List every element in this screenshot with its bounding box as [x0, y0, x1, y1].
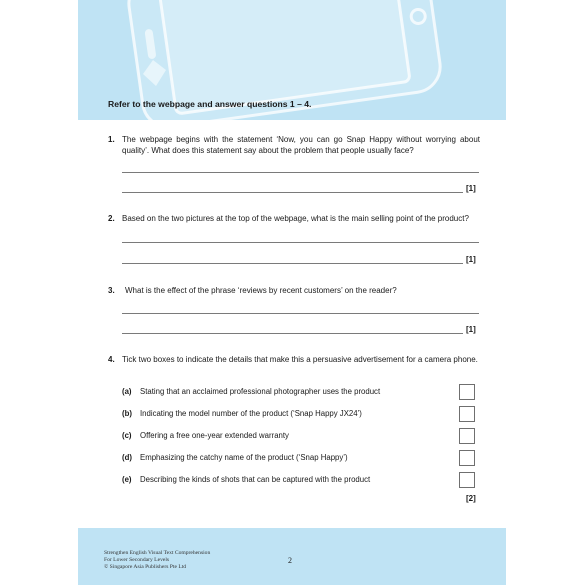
answer-line[interactable]: [122, 192, 463, 193]
answer-line[interactable]: [122, 242, 479, 243]
question-number: 4.: [108, 355, 115, 364]
worksheet-page: [78, 0, 506, 585]
option-d-checkbox[interactable]: [459, 450, 475, 466]
question-text: Tick two boxes to indicate the details that make this a persuasive advertisement for a camera phone.: [122, 355, 478, 364]
option-label: (d): [122, 453, 132, 462]
option-text: Stating that an acclaimed professional photographer uses the product: [140, 387, 381, 396]
marks-label: [1]: [466, 325, 476, 334]
question-number: 3.: [108, 286, 115, 295]
question-text: What is the effect of the phrase ‘reviews by recent customers’ on the reader?: [125, 286, 397, 295]
question-number: 1.: [108, 135, 115, 144]
option-a-checkbox[interactable]: [459, 384, 475, 400]
question-number: 2.: [108, 214, 115, 223]
marks-label: [1]: [466, 255, 476, 264]
option-a: [122, 384, 482, 402]
option-e-checkbox[interactable]: [459, 472, 475, 488]
instruction-heading: Refer to the webpage and answer questions 1 – 4.: [108, 99, 312, 109]
answer-line[interactable]: [122, 313, 479, 314]
option-label: (b): [122, 409, 132, 418]
question-text: Based on the two pictures at the top of the webpage, what is the main selling point of the product?: [122, 214, 469, 223]
question-2: [108, 213, 480, 224]
footer-subtitle: For Lower Secondary Levels: [104, 557, 170, 563]
option-b-checkbox[interactable]: [459, 406, 475, 422]
question-1: [108, 134, 480, 156]
option-label: (c): [122, 431, 132, 440]
page-number: 2: [288, 556, 292, 565]
question-4: [108, 354, 480, 365]
question-text: The webpage begins with the statement ‘Now, you can go Snap Happy without worrying about quality’. What does this statement say about the problem that people usually face?: [122, 135, 480, 155]
option-e: [122, 472, 482, 490]
answer-line[interactable]: [122, 172, 479, 173]
option-label: (e): [122, 475, 132, 484]
answer-line[interactable]: [122, 333, 463, 334]
option-c-checkbox[interactable]: [459, 428, 475, 444]
option-label: (a): [122, 387, 132, 396]
answer-line[interactable]: [122, 263, 463, 264]
marks-label: [1]: [466, 184, 476, 193]
footer-title: Strengthen English Visual Text Comprehension: [104, 550, 211, 556]
option-text: Emphasizing the catchy name of the product (‘Snap Happy’): [140, 453, 348, 462]
option-text: Offering a free one-year extended warranty: [140, 431, 289, 440]
option-text: Describing the kinds of shots that can be captured with the product: [140, 475, 371, 484]
question-3: [108, 285, 480, 296]
marks-label: [2]: [466, 494, 476, 503]
option-text: Indicating the model number of the product (‘Snap Happy JX24’): [140, 409, 362, 418]
option-b: [122, 406, 482, 424]
footer-band: [78, 528, 506, 585]
option-c: [122, 428, 482, 446]
footer-copyright: © Singapore Asia Publishers Pte Ltd: [104, 564, 187, 570]
option-d: [122, 450, 482, 468]
